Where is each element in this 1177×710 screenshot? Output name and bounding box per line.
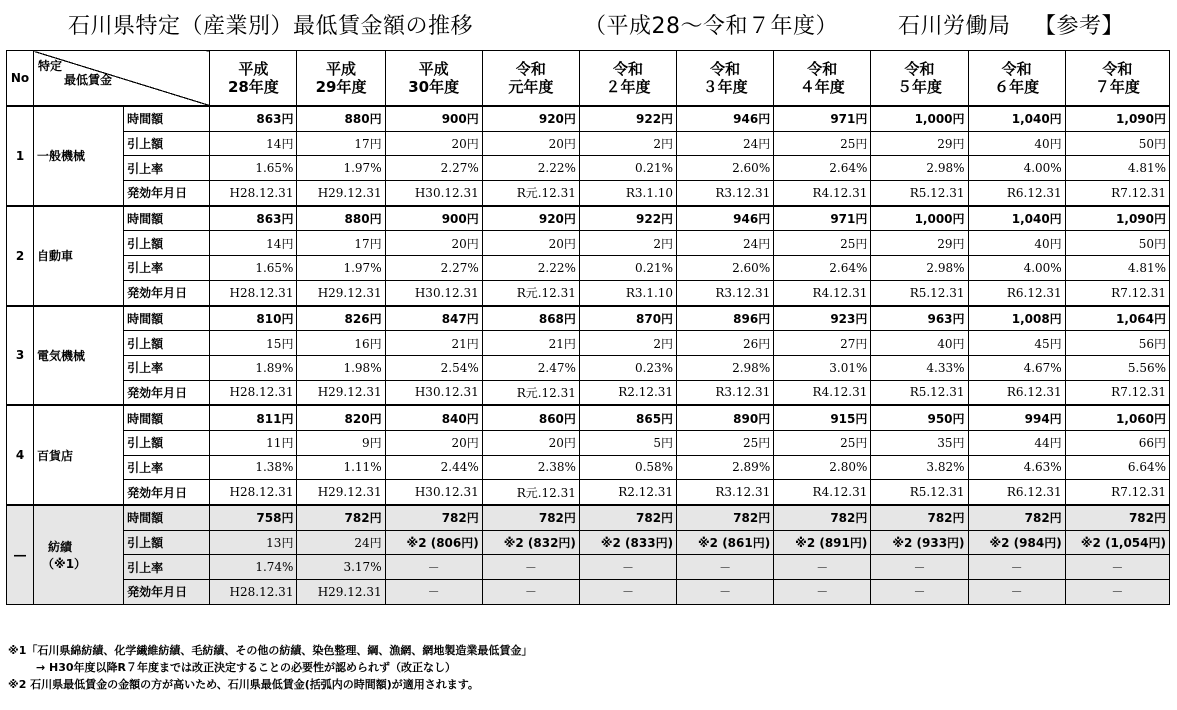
title-range: （平成28～令和７年度） bbox=[584, 13, 838, 39]
row-label-hourly: 時間額 bbox=[124, 505, 210, 530]
cell-effective-date: R5.12.31 bbox=[871, 480, 968, 505]
cell-effective-date: R6.12.31 bbox=[968, 480, 1065, 505]
cell-hourly: 840円 bbox=[385, 405, 482, 430]
industry-name bbox=[34, 206, 124, 306]
cell-hourly: 922円 bbox=[579, 206, 676, 231]
header-year-3: 平成 30年度 bbox=[385, 51, 482, 107]
table-row bbox=[7, 380, 1170, 405]
table-row bbox=[7, 530, 1170, 555]
cell-increase: 25円 bbox=[774, 231, 871, 256]
cell-increase: ※2 (832円) bbox=[482, 530, 579, 555]
footnote-2: ※2 石川県最低賃金の金額の方が高いため、石川県最低賃金(括弧内の時間額)が適用されます。 bbox=[8, 678, 479, 691]
industry-name-text: 自動車 bbox=[37, 249, 74, 264]
row-label-increase: 引上額 bbox=[124, 430, 210, 455]
cell-increase: 16円 bbox=[297, 331, 385, 356]
cell-effective-date: R元.12.31 bbox=[482, 480, 579, 505]
cell-hourly: 826円 bbox=[297, 306, 385, 331]
cell-increase: 29円 bbox=[871, 231, 968, 256]
table-row bbox=[7, 455, 1170, 480]
cell-hourly: 782円 bbox=[1065, 505, 1169, 530]
cell-increase: 11円 bbox=[210, 430, 297, 455]
industry-name bbox=[34, 505, 124, 604]
cell-increase: 27円 bbox=[774, 331, 871, 356]
cell-effective-date: R5.12.31 bbox=[871, 181, 968, 206]
table-row bbox=[7, 256, 1170, 281]
cell-rate: 1.74% bbox=[210, 555, 297, 580]
row-label-effective-date: 発効年月日 bbox=[124, 580, 210, 605]
footnote-1-detail: → H30年度以降R７年度までは改正決定することの必要性が認められず（改正なし） bbox=[36, 661, 457, 674]
table-row bbox=[7, 131, 1170, 156]
cell-increase: 20円 bbox=[482, 430, 579, 455]
cell-rate: 4.33% bbox=[871, 355, 968, 380]
cell-effective-date: R2.12.31 bbox=[579, 480, 676, 505]
cell-rate: 2.98% bbox=[871, 156, 968, 181]
header-no: No bbox=[7, 51, 34, 107]
cell-rate: 1.98% bbox=[297, 355, 385, 380]
cell-effective-date: H29.12.31 bbox=[297, 580, 385, 605]
cell-increase: 29円 bbox=[871, 131, 968, 156]
cell-hourly: 782円 bbox=[774, 505, 871, 530]
cell-hourly: 923円 bbox=[774, 306, 871, 331]
cell-rate: 6.64% bbox=[1065, 455, 1169, 480]
cell-rate: － bbox=[677, 555, 774, 580]
row-label-effective-date: 発効年月日 bbox=[124, 380, 210, 405]
cell-increase: 66円 bbox=[1065, 430, 1169, 455]
cell-rate: 0.23% bbox=[579, 355, 676, 380]
cell-effective-date: － bbox=[968, 580, 1065, 605]
cell-effective-date: － bbox=[677, 580, 774, 605]
cell-increase: ※2 (806円) bbox=[385, 530, 482, 555]
cell-hourly: 782円 bbox=[677, 505, 774, 530]
cell-effective-date: H29.12.31 bbox=[297, 280, 385, 305]
title-reference-mark: 【参考】 bbox=[1034, 13, 1125, 39]
cell-rate: 2.98% bbox=[677, 355, 774, 380]
row-label-hourly: 時間額 bbox=[124, 306, 210, 331]
table-header-row bbox=[7, 51, 1170, 107]
cell-hourly: 915円 bbox=[774, 405, 871, 430]
cell-increase: 13円 bbox=[210, 530, 297, 555]
cell-hourly: 863円 bbox=[210, 106, 297, 131]
cell-rate: 1.65% bbox=[210, 256, 297, 281]
cell-effective-date: H30.12.31 bbox=[385, 181, 482, 206]
header-corner-top: 特定 bbox=[38, 59, 63, 73]
cell-increase: 26円 bbox=[677, 331, 774, 356]
table-row bbox=[7, 181, 1170, 206]
cell-increase: 25円 bbox=[774, 430, 871, 455]
header-corner-bottom: 最低賃金 bbox=[64, 73, 113, 87]
cell-hourly: 782円 bbox=[968, 505, 1065, 530]
cell-rate: 2.47% bbox=[482, 355, 579, 380]
cell-increase: 15円 bbox=[210, 331, 297, 356]
table-row bbox=[7, 505, 1170, 530]
cell-effective-date: R3.1.10 bbox=[579, 280, 676, 305]
cell-hourly: 920円 bbox=[482, 206, 579, 231]
cell-rate: － bbox=[871, 555, 968, 580]
cell-rate: 4.81% bbox=[1065, 156, 1169, 181]
cell-hourly: 946円 bbox=[677, 206, 774, 231]
cell-rate: － bbox=[579, 555, 676, 580]
cell-effective-date: H28.12.31 bbox=[210, 280, 297, 305]
cell-rate: 1.89% bbox=[210, 355, 297, 380]
row-label-increase: 引上額 bbox=[124, 231, 210, 256]
cell-effective-date: R4.12.31 bbox=[774, 380, 871, 405]
cell-rate: 1.97% bbox=[297, 156, 385, 181]
cell-rate: 2.27% bbox=[385, 256, 482, 281]
cell-effective-date: R7.12.31 bbox=[1065, 280, 1169, 305]
cell-increase: 2円 bbox=[579, 131, 676, 156]
row-label-effective-date: 発効年月日 bbox=[124, 280, 210, 305]
industry-no: 3 bbox=[7, 306, 34, 406]
table-row bbox=[7, 106, 1170, 131]
cell-rate: － bbox=[482, 555, 579, 580]
cell-increase: 14円 bbox=[210, 131, 297, 156]
cell-rate: 2.64% bbox=[774, 256, 871, 281]
cell-effective-date: R6.12.31 bbox=[968, 280, 1065, 305]
cell-effective-date: － bbox=[482, 580, 579, 605]
cell-effective-date: R3.12.31 bbox=[677, 181, 774, 206]
cell-effective-date: － bbox=[774, 580, 871, 605]
cell-effective-date: H29.12.31 bbox=[297, 380, 385, 405]
cell-effective-date: R7.12.31 bbox=[1065, 380, 1169, 405]
cell-effective-date: H30.12.31 bbox=[385, 480, 482, 505]
cell-increase: 5円 bbox=[579, 430, 676, 455]
cell-rate: 3.82% bbox=[871, 455, 968, 480]
cell-rate: － bbox=[1065, 555, 1169, 580]
cell-increase: 25円 bbox=[774, 131, 871, 156]
cell-hourly: 865円 bbox=[579, 405, 676, 430]
cell-hourly: 963円 bbox=[871, 306, 968, 331]
cell-increase: 24円 bbox=[297, 530, 385, 555]
cell-effective-date: H28.12.31 bbox=[210, 580, 297, 605]
cell-hourly: 920円 bbox=[482, 106, 579, 131]
cell-hourly: 863円 bbox=[210, 206, 297, 231]
cell-hourly: 1,060円 bbox=[1065, 405, 1169, 430]
table-row bbox=[7, 580, 1170, 605]
cell-increase: 50円 bbox=[1065, 131, 1169, 156]
title-main: 石川県特定（産業別）最低賃金額の推移 bbox=[68, 13, 474, 39]
cell-rate: 2.64% bbox=[774, 156, 871, 181]
table-row bbox=[7, 306, 1170, 331]
header-year-7: 令和 ４年度 bbox=[774, 51, 871, 107]
cell-hourly: 782円 bbox=[385, 505, 482, 530]
cell-hourly: 1,090円 bbox=[1065, 106, 1169, 131]
cell-increase: 20円 bbox=[385, 231, 482, 256]
cell-rate: 0.58% bbox=[579, 455, 676, 480]
cell-hourly: 994円 bbox=[968, 405, 1065, 430]
cell-hourly: 896円 bbox=[677, 306, 774, 331]
cell-increase: ※2 (933円) bbox=[871, 530, 968, 555]
cell-increase: 21円 bbox=[385, 331, 482, 356]
cell-effective-date: H28.12.31 bbox=[210, 181, 297, 206]
cell-effective-date: － bbox=[871, 580, 968, 605]
cell-rate: 2.38% bbox=[482, 455, 579, 480]
cell-hourly: 950円 bbox=[871, 405, 968, 430]
cell-rate: 2.54% bbox=[385, 355, 482, 380]
cell-effective-date: R5.12.31 bbox=[871, 280, 968, 305]
cell-effective-date: R5.12.31 bbox=[871, 380, 968, 405]
cell-increase: 20円 bbox=[482, 231, 579, 256]
row-label-increase: 引上額 bbox=[124, 530, 210, 555]
cell-hourly: 1,000円 bbox=[871, 106, 968, 131]
cell-increase: ※2 (861円) bbox=[677, 530, 774, 555]
cell-hourly: 782円 bbox=[871, 505, 968, 530]
cell-effective-date: R元.12.31 bbox=[482, 380, 579, 405]
industry-no: 2 bbox=[7, 206, 34, 306]
cell-rate: 2.22% bbox=[482, 156, 579, 181]
cell-effective-date: R7.12.31 bbox=[1065, 480, 1169, 505]
cell-hourly: 900円 bbox=[385, 106, 482, 131]
cell-effective-date: R3.12.31 bbox=[677, 280, 774, 305]
table-row bbox=[7, 206, 1170, 231]
cell-rate: 4.63% bbox=[968, 455, 1065, 480]
cell-increase: 17円 bbox=[297, 131, 385, 156]
cell-rate: 5.56% bbox=[1065, 355, 1169, 380]
cell-rate: 1.97% bbox=[297, 256, 385, 281]
row-label-rate: 引上率 bbox=[124, 355, 210, 380]
table-row bbox=[7, 355, 1170, 380]
cell-hourly: 1,040円 bbox=[968, 106, 1065, 131]
cell-effective-date: H30.12.31 bbox=[385, 380, 482, 405]
cell-effective-date: H28.12.31 bbox=[210, 480, 297, 505]
cell-effective-date: － bbox=[385, 580, 482, 605]
cell-increase: 14円 bbox=[210, 231, 297, 256]
cell-increase: 9円 bbox=[297, 430, 385, 455]
cell-hourly: 868円 bbox=[482, 306, 579, 331]
header-year-9: 令和 ６年度 bbox=[968, 51, 1065, 107]
cell-increase: 45円 bbox=[968, 331, 1065, 356]
cell-rate: 3.01% bbox=[774, 355, 871, 380]
cell-hourly: 1,090円 bbox=[1065, 206, 1169, 231]
cell-rate: 4.00% bbox=[968, 256, 1065, 281]
cell-increase: 2円 bbox=[579, 231, 676, 256]
cell-hourly: 810円 bbox=[210, 306, 297, 331]
row-label-rate: 引上率 bbox=[124, 156, 210, 181]
cell-rate: 2.44% bbox=[385, 455, 482, 480]
cell-hourly: 971円 bbox=[774, 106, 871, 131]
industry-no: 1 bbox=[7, 106, 34, 206]
row-label-increase: 引上額 bbox=[124, 331, 210, 356]
cell-rate: 2.27% bbox=[385, 156, 482, 181]
header-year-5: 令和 ２年度 bbox=[579, 51, 676, 107]
cell-increase: 20円 bbox=[385, 131, 482, 156]
cell-rate: 0.21% bbox=[579, 156, 676, 181]
cell-effective-date: R6.12.31 bbox=[968, 181, 1065, 206]
cell-increase: 17円 bbox=[297, 231, 385, 256]
cell-effective-date: R3.12.31 bbox=[677, 380, 774, 405]
cell-hourly: 1,008円 bbox=[968, 306, 1065, 331]
cell-rate: 1.38% bbox=[210, 455, 297, 480]
header-year-6: 令和 ３年度 bbox=[677, 51, 774, 107]
industry-no: 4 bbox=[7, 405, 34, 505]
cell-rate: 2.60% bbox=[677, 156, 774, 181]
cell-increase: 24円 bbox=[677, 231, 774, 256]
cell-hourly: 946円 bbox=[677, 106, 774, 131]
table-row bbox=[7, 280, 1170, 305]
table-body bbox=[7, 106, 1170, 604]
cell-effective-date: R4.12.31 bbox=[774, 480, 871, 505]
cell-rate: － bbox=[774, 555, 871, 580]
cell-hourly: 847円 bbox=[385, 306, 482, 331]
industry-name-text: 一般機械 bbox=[37, 149, 86, 164]
row-label-rate: 引上率 bbox=[124, 555, 210, 580]
table-row bbox=[7, 430, 1170, 455]
cell-increase: 40円 bbox=[968, 231, 1065, 256]
cell-effective-date: H30.12.31 bbox=[385, 280, 482, 305]
cell-hourly: 870円 bbox=[579, 306, 676, 331]
industry-name bbox=[34, 306, 124, 406]
header-year-2: 平成 29年度 bbox=[297, 51, 385, 107]
table-row bbox=[7, 331, 1170, 356]
cell-hourly: 782円 bbox=[482, 505, 579, 530]
header-year-1: 平成 28年度 bbox=[210, 51, 297, 107]
cell-rate: 4.81% bbox=[1065, 256, 1169, 281]
cell-effective-date: H28.12.31 bbox=[210, 380, 297, 405]
cell-rate: 0.21% bbox=[579, 256, 676, 281]
cell-increase: ※2 (984円) bbox=[968, 530, 1065, 555]
industry-name-text: 百貨店 bbox=[37, 448, 74, 463]
cell-increase: 21円 bbox=[482, 331, 579, 356]
cell-hourly: 782円 bbox=[579, 505, 676, 530]
cell-hourly: 890円 bbox=[677, 405, 774, 430]
table-row bbox=[7, 156, 1170, 181]
row-label-hourly: 時間額 bbox=[124, 405, 210, 430]
table-row bbox=[7, 555, 1170, 580]
cell-increase: 2円 bbox=[579, 331, 676, 356]
cell-effective-date: H29.12.31 bbox=[297, 480, 385, 505]
table-row bbox=[7, 231, 1170, 256]
cell-increase: 44円 bbox=[968, 430, 1065, 455]
cell-increase: 20円 bbox=[482, 131, 579, 156]
cell-increase: 25円 bbox=[677, 430, 774, 455]
cell-hourly: 971円 bbox=[774, 206, 871, 231]
cell-hourly: 1,000円 bbox=[871, 206, 968, 231]
cell-rate: 2.98% bbox=[871, 256, 968, 281]
cell-increase: 40円 bbox=[968, 131, 1065, 156]
industry-name-note: （※1） bbox=[42, 556, 87, 571]
table-row bbox=[7, 480, 1170, 505]
cell-rate: 3.17% bbox=[297, 555, 385, 580]
row-label-hourly: 時間額 bbox=[124, 206, 210, 231]
cell-increase: 40円 bbox=[871, 331, 968, 356]
cell-effective-date: － bbox=[1065, 580, 1169, 605]
row-label-effective-date: 発効年月日 bbox=[124, 181, 210, 206]
cell-hourly: 900円 bbox=[385, 206, 482, 231]
cell-hourly: 811円 bbox=[210, 405, 297, 430]
cell-increase: 56円 bbox=[1065, 331, 1169, 356]
cell-increase: ※2 (833円) bbox=[579, 530, 676, 555]
cell-hourly: 782円 bbox=[297, 505, 385, 530]
cell-effective-date: R7.12.31 bbox=[1065, 181, 1169, 206]
cell-hourly: 922円 bbox=[579, 106, 676, 131]
row-label-rate: 引上率 bbox=[124, 256, 210, 281]
industry-name-text: 紡績 bbox=[48, 539, 73, 554]
cell-effective-date: R6.12.31 bbox=[968, 380, 1065, 405]
cell-hourly: 758円 bbox=[210, 505, 297, 530]
cell-rate: 2.89% bbox=[677, 455, 774, 480]
cell-rate: 1.11% bbox=[297, 455, 385, 480]
industry-name bbox=[34, 106, 124, 206]
cell-increase: 24円 bbox=[677, 131, 774, 156]
cell-effective-date: H29.12.31 bbox=[297, 181, 385, 206]
cell-increase: 20円 bbox=[385, 430, 482, 455]
cell-effective-date: － bbox=[579, 580, 676, 605]
cell-rate: 1.65% bbox=[210, 156, 297, 181]
footnote-1: ※1「石川県綿紡績、化学繊維紡績、毛紡績、その他の紡績、染色整理、綱、漁網、網地製造業最低賃金」 bbox=[8, 644, 533, 657]
minimum-wage-table bbox=[6, 50, 1170, 605]
cell-effective-date: R2.12.31 bbox=[579, 380, 676, 405]
table-row bbox=[7, 405, 1170, 430]
cell-hourly: 880円 bbox=[297, 206, 385, 231]
cell-hourly: 820円 bbox=[297, 405, 385, 430]
industry-name-text: 電気機械 bbox=[37, 348, 86, 363]
cell-effective-date: R3.12.31 bbox=[677, 480, 774, 505]
cell-rate: 4.67% bbox=[968, 355, 1065, 380]
row-label-hourly: 時間額 bbox=[124, 106, 210, 131]
cell-rate: 2.80% bbox=[774, 455, 871, 480]
cell-hourly: 1,040円 bbox=[968, 206, 1065, 231]
header-year-8: 令和 ５年度 bbox=[871, 51, 968, 107]
cell-rate: 2.60% bbox=[677, 256, 774, 281]
title-bureau: 石川労働局 bbox=[898, 13, 1011, 39]
cell-increase: ※2 (891円) bbox=[774, 530, 871, 555]
cell-hourly: 860円 bbox=[482, 405, 579, 430]
page-title bbox=[0, 4, 1177, 44]
cell-rate: － bbox=[385, 555, 482, 580]
header-corner bbox=[34, 51, 210, 107]
cell-rate: 4.00% bbox=[968, 156, 1065, 181]
cell-effective-date: R元.12.31 bbox=[482, 280, 579, 305]
cell-effective-date: R3.1.10 bbox=[579, 181, 676, 206]
cell-increase: ※2 (1,054円) bbox=[1065, 530, 1169, 555]
row-label-effective-date: 発効年月日 bbox=[124, 480, 210, 505]
cell-rate: 2.22% bbox=[482, 256, 579, 281]
cell-effective-date: R元.12.31 bbox=[482, 181, 579, 206]
footnotes bbox=[8, 642, 532, 693]
cell-increase: 35円 bbox=[871, 430, 968, 455]
row-label-rate: 引上率 bbox=[124, 455, 210, 480]
header-year-4: 令和 元年度 bbox=[482, 51, 579, 107]
industry-name bbox=[34, 405, 124, 505]
cell-hourly: 880円 bbox=[297, 106, 385, 131]
cell-hourly: 1,064円 bbox=[1065, 306, 1169, 331]
header-year-10: 令和 ７年度 bbox=[1065, 51, 1169, 107]
cell-effective-date: R4.12.31 bbox=[774, 181, 871, 206]
industry-no: ― bbox=[7, 505, 34, 604]
cell-rate: － bbox=[968, 555, 1065, 580]
row-label-increase: 引上額 bbox=[124, 131, 210, 156]
cell-increase: 50円 bbox=[1065, 231, 1169, 256]
cell-effective-date: R4.12.31 bbox=[774, 280, 871, 305]
